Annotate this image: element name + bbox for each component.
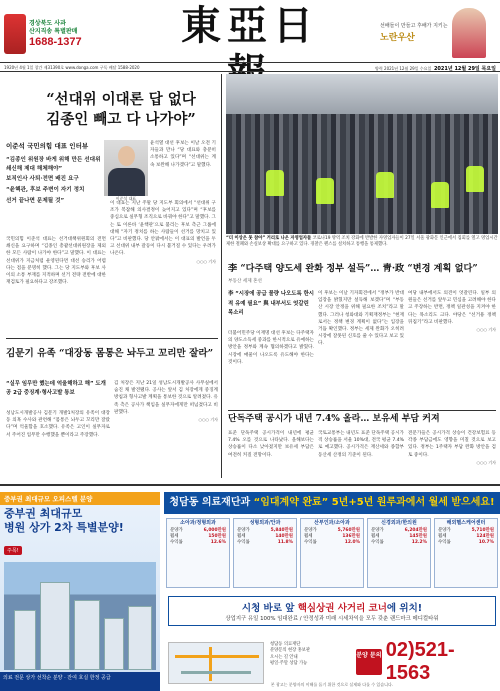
ad-left-title-line1: 중부권 최대규모 xyxy=(4,507,83,520)
photo-caption-text: 코로나19 방역 조치 강화에 반발한 자영업자들이 27일 서울 광화문 인근에서 집회를 열고 영업시간 제한 철폐와 손실보상 확대를 요구하고 있다. 경찰은 펜스를 설치하고 통행을 통제했다. xyxy=(226,236,498,248)
ad-left-tag: 주목! xyxy=(4,546,22,555)
lead-headline-line2: 김종인 빼고 다 나가야” xyxy=(46,111,196,128)
logo-block[interactable] xyxy=(160,2,340,64)
ad-unit-list xyxy=(164,514,500,592)
unit-label: 월세 xyxy=(438,534,447,539)
ad-contact[interactable] xyxy=(356,639,498,684)
lead-profile-photo xyxy=(104,140,148,196)
unit-value: 12.6% xyxy=(210,540,226,545)
unit-label: 수익률 xyxy=(237,540,250,545)
masthead xyxy=(0,0,500,66)
unit-label: 분양가 xyxy=(304,528,317,533)
ad-unit-caption: 성형외과/안과 xyxy=(249,520,281,526)
unit-value: 5,760만원 xyxy=(337,528,360,533)
newspaper-logo: 東亞日 xyxy=(181,2,319,49)
ad-slogan xyxy=(168,596,496,626)
ad-unit-card[interactable] xyxy=(166,518,230,588)
unit-value: 145만원 xyxy=(409,534,427,539)
unit-value: 136만원 xyxy=(342,534,360,539)
second-body-text xyxy=(114,380,218,476)
unit-label: 분양가 xyxy=(438,528,451,533)
unit-value: 140만원 xyxy=(275,534,293,539)
unit-value: 150만원 xyxy=(208,534,226,539)
third-body-text: 이 후보는 이날 기자회견에서 “정부가 반대 입장을 밝혔지만 설득해 보겠다”며 “부동산 시장 안정을 위해 필요한 조치”라고 말했다. 그러나 청와대와 기획재정부는 “현재로서는 정책 변경 계획이 없다”는 입장을 거듭 확인했다. 정부는 세제 완화가 오히려 시장에 잘못된 신호를 줄 수 있다고 보고 있다. xyxy=(318,291,404,347)
lead-quote-list xyxy=(6,156,102,208)
ad-unit-card[interactable] xyxy=(300,518,364,588)
header-ad-left[interactable] xyxy=(4,6,122,62)
contact-phone-number[interactable]: 02)521-1563 xyxy=(385,639,455,684)
unit-label: 월세 xyxy=(371,534,380,539)
header-ad-right-brand: 노란우산 xyxy=(380,33,415,43)
unit-value: 124만원 xyxy=(476,534,494,539)
photo-caption xyxy=(226,236,498,249)
ad-right-panel[interactable] xyxy=(164,492,500,691)
dateline-lunar: 양력 2021년 12월 29일 수요일 xyxy=(375,66,432,71)
fourth-body-text-3: 전문가들은 공시가격 상승이 건강보험료 등 각종 부담금에도 영향을 미칠 것으로 보고 있다. 정부는 1주택자 부담 완화 방안을 검토 중이다. xyxy=(408,431,496,458)
lead-quote: 보직인사 사퇴·전면 배진 요구 xyxy=(6,176,79,183)
lead-body-text: 윤석열 대선 후보는 이날 오전 기자들과 만나 “당 대표와 충분히 소통하고 있다”며 “선대위는 계속 보완해 나가겠다”고 말했다. xyxy=(150,141,216,168)
ad-banner-prefix: 청담동 의료재단과 xyxy=(169,497,251,508)
unit-label: 월세 xyxy=(304,534,313,539)
ad-left-title xyxy=(0,505,160,537)
fourth-body-text: 국토교통부는 내년도 표준 단독주택 공시가격 상승률을 서울 10%대, 전국 평균 7.4%로 예고했다. 공시가격은 재산세와 종합부동산세 산정의 기준이 된다. xyxy=(318,431,404,458)
ad-left-footer: 의료 전문 상가 선착순 분양 · 잔여 호실 한정 공급 xyxy=(0,672,160,691)
contact-label: 분양 문의 xyxy=(356,649,382,675)
ad-unit-caption: 신경외과/한의원 xyxy=(381,520,417,526)
unit-value: 12.2% xyxy=(411,540,427,545)
unit-value: 12.0% xyxy=(344,540,360,545)
ad-unit-caption: 소아과/정형외과 xyxy=(180,520,216,526)
third-body-text xyxy=(408,290,496,412)
unit-label: 월세 xyxy=(170,534,179,539)
byline: ○○○ 기자 xyxy=(198,417,218,423)
ad-disclaimer: 본 광고는 분양자의 이해를 돕기 위한 것으로 실제와 다를 수 있습니다. xyxy=(270,682,394,687)
unit-label: 수익률 xyxy=(438,540,451,545)
unit-label: 분양가 xyxy=(170,528,183,533)
header-ad-right[interactable] xyxy=(380,4,496,62)
ad-unit-card[interactable] xyxy=(434,518,498,588)
byline: ○○○ 기자 xyxy=(476,327,496,333)
lead-quote: 선거 끝나면 문제될 것” xyxy=(6,197,65,204)
ad-model-photo xyxy=(452,8,486,58)
lead-headline-line1: “선대위 이대론 답 없다 xyxy=(46,91,196,108)
header-ad-left-text: 경상북도 사과 산지직송 특별판매 xyxy=(29,20,78,35)
second-lead: “실무 임무만 했는데 억울해하고 해” 도개공 2급 중징계·형사고발 통보 xyxy=(6,381,106,396)
byline: ○○○ 기자 xyxy=(196,258,216,264)
unit-label: 수익률 xyxy=(371,540,384,545)
divider xyxy=(6,338,218,339)
second-body-text-2: 김 처장은 지난 21일 성남도시개발공사 사무실에서 숨진 채 발견됐다. 공사는 앞서 김 처장에게 중징계 방침과 형사고발 계획을 통보한 것으로 알려졌다. 유족 측은 공사가 책임을 실무자에게만 떠넘겼다고 비판했다. xyxy=(114,381,218,415)
ad-unit-card[interactable] xyxy=(367,518,431,588)
fourth-body-text xyxy=(408,430,496,476)
ad-left-title-line2: 병원 상가 2차 특별분양! xyxy=(4,521,124,534)
unit-value: 5,710만원 xyxy=(471,528,494,533)
unit-value: 5,840만원 xyxy=(270,528,293,533)
ad-slogan-suffix: 에 위치! xyxy=(386,603,423,614)
ad-unit-caption: 산부인과/소아과 xyxy=(314,520,350,526)
fourth-headline[interactable]: 단독주택 공시가 내년 7.4% 올라… 보유세 부담 커져 xyxy=(228,414,440,424)
ad-unit-caption: 해외헬스케어센터 xyxy=(446,520,486,526)
lead-quote: “윤핵관, 후보 주변이 자기 정치 xyxy=(6,187,85,194)
ad-left-top: 중부권 최대규모 오피스텔 분양 xyxy=(0,492,160,505)
third-subhead: 부동산 세제 혼선 xyxy=(228,279,262,284)
unit-label: 분양가 xyxy=(237,528,250,533)
dateline-right xyxy=(375,65,496,72)
rally-photo[interactable] xyxy=(226,74,498,234)
dateline xyxy=(0,62,500,72)
second-headline[interactable]: 김문기 유족 “대장동 몸통은 놔두고 꼬리만 잘라” xyxy=(6,348,214,359)
location-map[interactable] xyxy=(168,642,264,684)
ad-banner xyxy=(164,492,500,514)
dateline-date: 2021년 12월 29일 목요일 xyxy=(433,66,496,72)
unit-value: 11.8% xyxy=(277,540,293,545)
full-width-advertisement[interactable] xyxy=(0,484,500,691)
lead-body-text: 국민의힘 이준석 대표는 선거대책위원회의 전면 쇄신을 요구하며 “김종인 총괄선대위원장을 제외한 모든 사람이 나가야 한다”고 말했다. 이 대표는 선대위가 지금처럼 운영된다면 대선 승리가 어렵다는 점을 분명히 했다. 그는 당 지도부와 후보 사이의 소통 부재를 지적하며 선거 전략 전반에 대한 재검토가 필요하다고 강조했다. xyxy=(6,237,106,286)
lead-headline[interactable] xyxy=(24,90,218,130)
header-ad-left-phone: 1688-1377 xyxy=(29,35,82,48)
byline: ○○○ 기자 xyxy=(476,459,496,465)
column-divider xyxy=(221,74,222,478)
third-body-text-3: 여당 내부에서도 의견이 엇갈린다. 일부 의원들은 선거를 앞두고 민심을 고려해야 한다고 주장하는 반면, 정책 일관성을 지켜야 한다는 목소리도 크다. 야당은 “선거용 정책 뒤집기”라고 비판했다. xyxy=(408,291,496,325)
lead-kicker: 이준석 국민의힘 대표 인터뷰 xyxy=(6,142,89,150)
apple-illustration xyxy=(4,14,26,54)
unit-value: 10.7% xyxy=(478,540,494,545)
ad-left-panel[interactable] xyxy=(0,492,160,691)
header-ad-right-text: 선배들이 만들고 후배가 지키는 xyxy=(380,23,448,29)
ad-unit-card[interactable] xyxy=(233,518,297,588)
ad-info-text: 청담동 의료재단 분양문의 현장 홍보관 오시는 길 안내 평일·주말 상담 가능 xyxy=(270,642,311,667)
lead-body-text-2: 이 대표는 지난 주말 당 지도부 회의에서 “선대위 구조가 복잡해 의사결정이 늦어지고 있다”며 “후보를 중심으로 실무형 조직으로 바꿔야 한다”고 말했다. 그는 또 이른바 ‘윤핵관’으로 불리는 후보 측근 그룹에 대해 “자기 정치를 하는 사람들이 선거를 망치고 있다”고 비판했다. 당 안팎에서는 이 대표의 발언을 두고 선대위 내부 갈등이 다시 불거질 수 있다는 우려가 나온다. xyxy=(110,201,216,257)
ad-banner-highlight: “임대계약 완료” 5년+5년 원루과에서 월세 받으세요! xyxy=(253,497,495,508)
fourth-body-text: 표준 단독주택 공시가격이 내년에 평균 7.4% 오를 것으로 나타났다. 올해보다는 상승률이 다소 낮아졌지만 보유세 부담은 여전히 커질 전망이다. xyxy=(228,431,314,458)
divider xyxy=(228,410,496,411)
third-headline[interactable]: 李 “다주택 양도세 완화 정부 설득”… 靑·政 “변경 계획 없다” xyxy=(228,263,478,274)
lead-body-text xyxy=(110,200,216,332)
ad-slogan-highlight: 핵심상권 사거리 코너 xyxy=(297,603,387,614)
dateline-left: 1920년 4월 1일 창간 제31390호 www.donga.com 구독 배달 1588-2020 xyxy=(4,65,140,70)
lead-quote: “김종인 위원장 바게 위해 만든 선대위 쇄신해 제대 해체해야” xyxy=(6,157,101,172)
photo-caption-title: “더 이상은 못 참아” 거리로 나온 자영업자들 xyxy=(226,236,312,241)
unit-label: 분양가 xyxy=(371,528,384,533)
unit-label: 수익률 xyxy=(304,540,317,545)
building-rendering xyxy=(4,562,156,670)
lead-profile-caption: 이준석 대표 xyxy=(115,196,137,201)
ad-slogan-sub: 상업지구 유일 100% 임대완료 / 안정성과 미래 시세차익을 모두 갖춘 랜드마크 메디컬타워 xyxy=(225,616,439,622)
ad-slogan-prefix: 시청 바로 앞 xyxy=(241,603,298,614)
third-lead: 李 “시장에 공급 물량 나오도록 한시적 유예 필요” 與 내부서도 엇갈린 목소리 xyxy=(228,291,315,316)
third-body-text: 더불어민주당 이재명 대선 후보는 다주택자의 양도소득세 중과를 한시적으로 유예하는 방안을 정부와 계속 협의하겠다고 밝혔다. 시장에 매물이 나오도록 유도해야 한다는 것이다. xyxy=(228,331,314,365)
unit-label: 수익률 xyxy=(170,540,183,545)
unit-label: 월세 xyxy=(237,534,246,539)
second-body-text: 성남도시개발공사 김문기 개발1처장의 유족이 대장동 의혹 수사와 관련해 “몸통은 놔두고 꼬리만 잘랐다”며 억울함을 호소했다. 유족은 고인이 실무자로서 주어진 업무만 수행했을 뿐이라고 주장했다. xyxy=(6,411,110,438)
unit-value: 6,204만원 xyxy=(404,528,427,533)
unit-value: 6,000만원 xyxy=(203,528,226,533)
